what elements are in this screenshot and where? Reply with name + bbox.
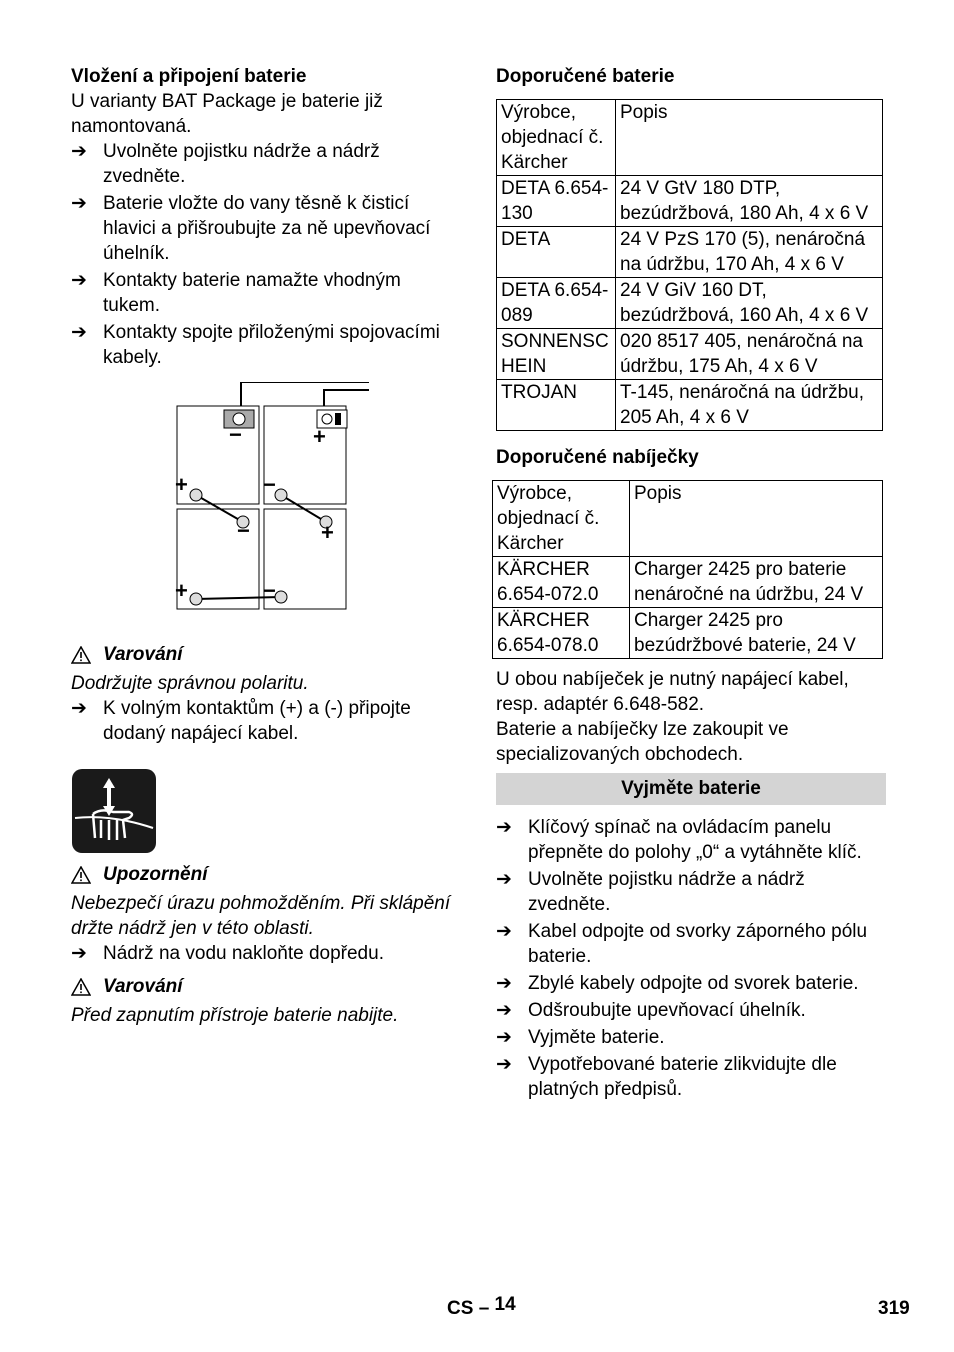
warning-text: Dodržujte správnou polaritu. [71,673,309,694]
charger-note: U obou nabíječek je nutný napájecí kabel, resp. adaptér 6.648-582. [496,669,849,715]
footer-local-page: 14 [494,1294,516,1315]
arrow-icon: ➔ [496,1027,512,1048]
list-item: ➔ Nádrž na vodu nakloňte dopředu. [71,943,384,964]
table-row: DETA 6.654-130 24 V GtV 180 DTP, bezúdržbová, 180 Ah, 4 x 6 V [497,176,883,227]
table-row: DETA 24 V PzS 170 (5), nenáročná na údržbu, 170 Ah, 4 x 6 V [497,227,883,278]
minus-sign: − [263,472,276,497]
table-row: SONNENSCHEIN 020 8517 405, nenáročná na údržbu, 175 Ah, 4 x 6 V [497,329,883,380]
list-item: ➔ Odšroubujte upevňovací úhelník. [496,1000,806,1021]
caution-text: Nebezpečí úrazu pohmožděním. Při sklápění držte nádrž jen v této oblasti. [71,893,451,939]
battery-install-intro: U varianty BAT Package je baterie již namontovaná. [71,91,383,137]
table-header-row [493,481,883,557]
arrow-icon: ➔ [496,1000,512,1021]
warning-triangle-icon [71,978,91,996]
recommended-batteries-heading: Doporučené baterie [496,66,675,87]
table-header-row [497,100,883,176]
arrow-icon: ➔ [496,973,512,994]
minus-sign: − [229,422,242,447]
warning-heading: Varování [71,974,456,999]
arrow-icon: ➔ [71,322,87,343]
plus-sign: + [313,424,326,449]
warning-text: Před zapnutím přístroje baterie nabijte. [71,1005,399,1026]
table-row: DETA 6.654-089 24 V GiV 160 DT, bezúdržbová, 160 Ah, 4 x 6 V [497,278,883,329]
footer-lang: CS [447,1298,474,1319]
table-row: KÄRCHER 6.654-078.0 Charger 2425 pro bezúdržbové baterie, 24 V [493,608,883,659]
arrow-icon: ➔ [71,698,87,719]
chargers-table [492,480,883,659]
battery-wiring-diagram [171,382,471,622]
footer-dash: – [478,1298,490,1319]
right-column [496,64,886,1104]
section-title-bar: Vyjměte baterie [496,773,886,805]
arrow-icon: ➔ [496,817,512,838]
hand-pinch-hazard-icon [71,768,157,854]
footer-page-label [447,1296,516,1321]
arrow-icon: ➔ [496,869,512,890]
arrow-icon: ➔ [71,141,87,162]
list-item: ➔ Zbylé kabely odpojte od svorek baterie. [496,973,859,994]
table-header-cell: Popis [616,100,883,176]
arrow-icon: ➔ [71,943,87,964]
arrow-icon: ➔ [71,270,87,291]
minus-sign: − [237,518,250,543]
left-column [71,64,456,1028]
table-header-cell: Výrobce, objednací č. Kärcher [497,100,616,176]
list-item: ➔ Kontakty spojte přiloženými spojovacími kabely. [71,322,440,368]
table-header-cell: Popis [630,481,883,557]
arrow-icon: ➔ [496,921,512,942]
warning-triangle-icon [71,646,91,664]
warning-heading: Varování [71,642,456,667]
list-item: ➔ Kontakty baterie namažte vhodným tukem. [71,270,401,316]
footer-page-number: 319 [878,1298,910,1319]
purchase-note: Baterie a nabíječky lze zakoupit ve specializovaných obchodech. [496,719,789,765]
batteries-table [496,99,883,431]
list-item: ➔ K volným kontaktům (+) a (-) připojte dodaný napájecí kabel. [71,698,411,744]
plus-sign: + [175,578,188,603]
warning-triangle-icon [71,866,91,884]
list-item: ➔ Uvolněte pojistku nádrže a nádrž zvedněte. [496,869,805,915]
list-item: ➔ Klíčový spínač na ovládacím panelu přepněte do polohy „0“ a vytáhněte klíč. [496,817,862,863]
list-item: ➔ Vyjměte baterie. [496,1027,665,1048]
plus-sign: + [321,520,334,545]
table-row: KÄRCHER 6.654-072.0 Charger 2425 pro baterie nenáročné na údržbu, 24 V [493,557,883,608]
battery-install-heading: Vložení a připojení baterie [71,66,307,87]
caution-heading: Upozornění [71,862,456,887]
table-header-cell: Výrobce, objednací č. Kärcher [493,481,630,557]
install-steps [71,139,456,370]
list-item: ➔ Uvolněte pojistku nádrže a nádrž zvedněte. [71,141,380,187]
recommended-chargers-heading: Doporučené nabíječky [496,447,699,468]
minus-sign: − [263,578,276,603]
list-item: ➔ Kabel odpojte od svorky záporného pólu baterie. [496,921,868,967]
table-row: TROJAN T-145, nenáročná na údržbu, 205 Ah, 4 x 6 V [497,380,883,431]
arrow-icon: ➔ [71,193,87,214]
list-item: ➔ Vypotřebované baterie zlikvidujte dle platných předpisů. [496,1054,837,1100]
plus-sign: + [175,472,188,497]
arrow-icon: ➔ [496,1054,512,1075]
list-item: ➔ Baterie vložte do vany těsně k čisticí hlavici a přišroubujte za ně upevňovací úhelník. [71,193,431,264]
remove-steps [496,815,886,1102]
